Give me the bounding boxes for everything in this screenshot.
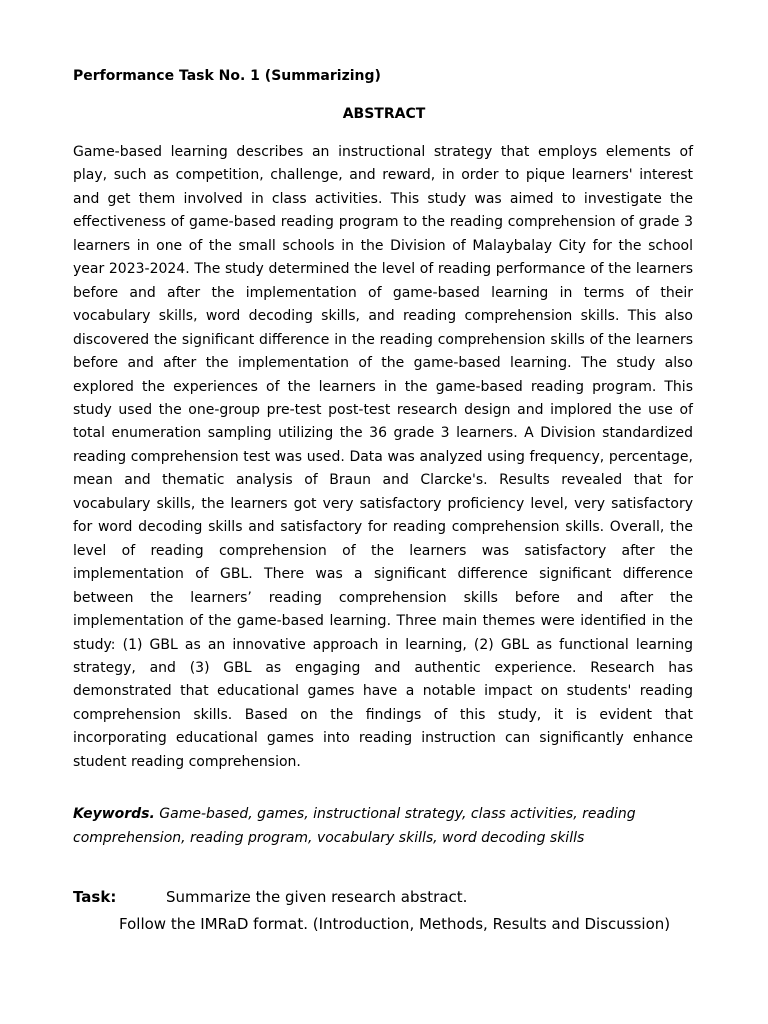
task-instruction: Summarize the given research abstract. [166,888,468,906]
keywords-paragraph [73,803,693,850]
task-format-note: Follow the IMRaD format. (Introduction, Methods, Results and Discussion) [119,915,671,933]
abstract-body: Game-based learning describes an instructional strategy that employs elements of play, such as competition, challenge, and reward, in order to pique learners' interest and get them involved in class activities. This study was aimed to investigate the effectiveness of game-based reading program to the reading comprehension of grade 3 learners in one of the small schools in the Division of Malaybalay City for the school year 2023-2024. The study determined the level of reading performance of the learners before and after the implementation of game-based learning in terms of their vocabulary skills, word decoding skills, and reading comprehension skills. This also discovered the significant difference in the reading comprehension skills of the learners before and after the implementation of the game-based learning. The study also explored the experiences of the learners in the game-based reading program. This study used the one-group pre-test post-test research design and implored the use of total enumeration sampling utilizing the 36 grade 3 learners. A Division standardized reading comprehension test was used. Data was analyzed using frequency, percentage, mean and thematic analysis of Braun and Clarcke's. Results revealed that for vocabulary skills, the learners got very satisfactory proficiency level, very satisfactory for word decoding skills and satisfactory for reading comprehension skills. Overall, the level of reading comprehension of the learners was satisfactory after the implementation of GBL. There was a significant difference significant difference between the learners’ reading comprehension skills before and after the implementation of the game-based learning. Three main themes were identified in the study: (1) GBL as an innovative approach in learning, (2) GBL as functional learning strategy, and (3) GBL as engaging and authentic experience. Research has demonstrated that educational games have a notable impact on students' reading comprehension skills. Based on the findings of this study, it is evident that incorporating educational games into reading instruction can significantly enhance student reading comprehension. [73,144,693,770]
keywords-label: Keywords. [73,806,155,822]
task-row [73,886,467,908]
performance-task-heading: Performance Task No. 1 (Summarizing) [73,68,381,84]
task-label: Task: [73,888,117,906]
abstract-title: ABSTRACT [342,106,426,122]
keywords-text: Game-based, games, instructional strategy, class activities, reading comprehension, reading program, vocabulary skills, word decoding skills [73,806,636,846]
